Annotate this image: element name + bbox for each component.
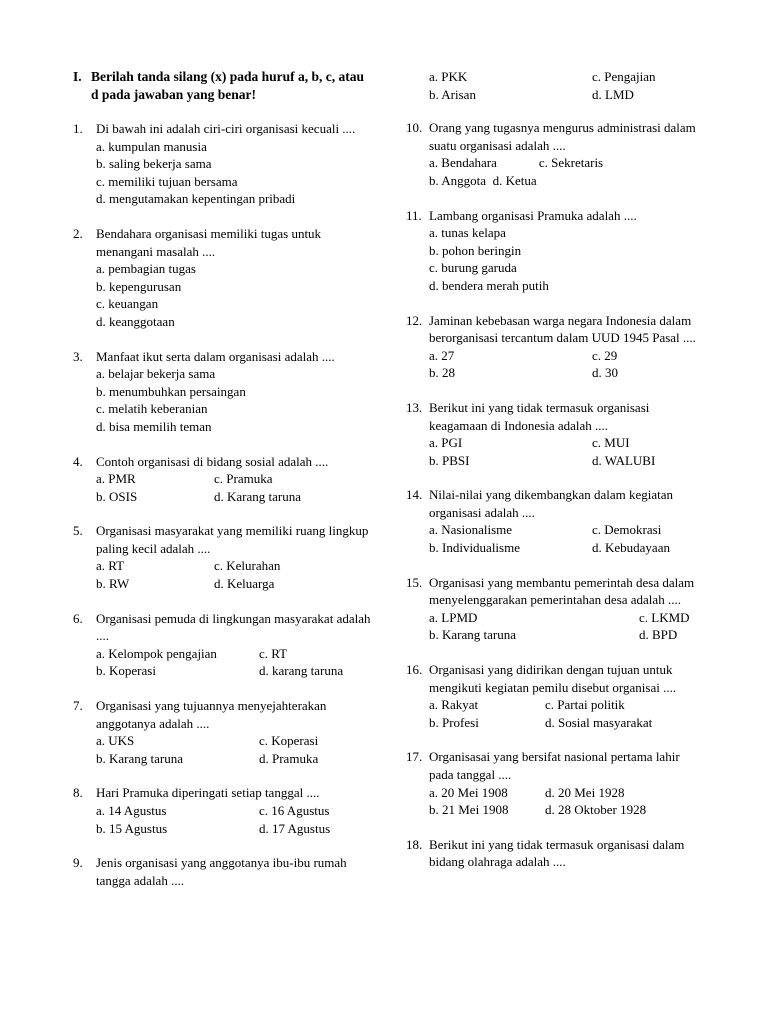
question-13: [406, 399, 706, 469]
question-18: [406, 836, 706, 871]
option-b: b. RW: [96, 576, 130, 592]
option-c: c. MUI: [592, 435, 630, 451]
question-text: Orang yang tugasnya mengurus administrasi dalam suatu organisasi adalah ....: [429, 120, 696, 153]
option-a: a. Kelompok pengajian: [96, 645, 217, 661]
question-number: 3.: [73, 348, 83, 364]
option-a: a. belajar bekerja sama: [96, 366, 216, 382]
option-a: a. PGI: [429, 435, 463, 451]
option-a: a. UKS: [96, 733, 135, 749]
option-b: b. Individualisme: [429, 540, 520, 556]
question-number: 11.: [406, 207, 422, 223]
option-a: a. Rakyat: [429, 697, 479, 713]
question-number: 6.: [73, 610, 83, 626]
option-d: d. 30: [592, 365, 618, 381]
option-d: d. Keluarga: [214, 576, 275, 592]
option-b: b. Karang taruna: [429, 627, 516, 643]
option-b: b. Anggota: [429, 172, 487, 188]
option-a: a. 14 Agustus: [96, 803, 167, 818]
left-column: [73, 68, 373, 906]
option-c: c. Koperasi: [259, 733, 319, 749]
option-a: a. pembagian tugas: [96, 261, 196, 277]
question-text: Contoh organisasi di bidang sosial adalah ....: [96, 453, 329, 469]
question-number: 12.: [406, 312, 423, 328]
option-c: c. 29: [592, 347, 618, 363]
question-text: Lambang organisasi Pramuka adalah ....: [429, 207, 637, 223]
option-a: a. Nasionalisme: [429, 522, 513, 538]
question-7: [73, 697, 373, 767]
option-a: a. tunas kelapa: [429, 225, 506, 241]
option-c: c. Pengajian: [592, 69, 656, 84]
question-number: 1.: [73, 121, 83, 136]
question-text: Jenis organisasi yang anggotanya ibu-ibu rumah tangga adalah ....: [96, 855, 347, 888]
question-number: 16.: [406, 662, 423, 678]
option-c: c. 16 Agustus: [259, 803, 330, 818]
option-b: b. PBSI: [429, 452, 470, 468]
question-text: Organisasi masyarakat yang memiliki ruang lingkup paling kecil adalah ....: [96, 523, 369, 556]
option-d: d. Karang taruna: [214, 488, 301, 504]
question-2: [73, 225, 373, 331]
question-number: 9.: [73, 855, 83, 871]
question-text: Organisasi yang didirikan dengan tujuan untuk mengikuti kegiatan pemilu disebut organisai ....: [429, 662, 677, 695]
question-14: [406, 486, 706, 556]
question-1: [73, 120, 373, 208]
option-d: d. 20 Mei 1928: [545, 784, 625, 800]
question-text: Organisasi pemuda di lingkungan masyarakat adalah ....: [96, 610, 371, 644]
option-d: d. Ketua: [492, 172, 537, 188]
option-a: a. LPMD: [429, 609, 478, 625]
option-a: a. 27: [429, 347, 455, 363]
option-c: c. Partai politik: [545, 697, 625, 713]
option-a: a. kumpulan manusia: [96, 138, 207, 154]
question-text: Organisasai yang bersifat nasional pertama lahir pada tanggal ....: [429, 749, 680, 782]
question-number: 8.: [73, 785, 83, 801]
option-c: c. melatih keberanian: [96, 401, 208, 417]
option-b: b. Karang taruna: [96, 750, 183, 766]
option-c: c. Demokrasi: [592, 522, 662, 538]
question-text: Hari Pramuka diperingati setiap tanggal ....: [96, 785, 320, 801]
option-c: c. Kelurahan: [214, 558, 281, 574]
option-b: b. menumbuhkan persaingan: [96, 383, 246, 399]
question-15: [406, 574, 706, 644]
option-d: d. mengutamakan kepentingan pribadi: [96, 191, 296, 207]
question-number: 13.: [406, 399, 423, 415]
option-d: d. 28 Oktober 1928: [545, 802, 647, 818]
question-text: Organisasi yang tujuannya menyejahterakan anggotanya adalah ....: [96, 698, 327, 731]
question-number: 5.: [73, 523, 83, 539]
option-d: d. LMD: [592, 86, 634, 102]
question-number: 18.: [406, 836, 423, 852]
option-c: c. keuangan: [96, 296, 159, 312]
option-d: d. bisa memilih teman: [96, 418, 212, 434]
option-b: b. pohon beringin: [429, 242, 522, 258]
question-number: 7.: [73, 698, 83, 714]
option-b: b. 21 Mei 1908: [429, 802, 509, 818]
question-9: [73, 854, 373, 889]
question-6: [73, 610, 373, 680]
option-d: d. keanggotaan: [96, 313, 175, 329]
question-17: [406, 748, 706, 818]
option-d: d. Sosial masyarakat: [545, 714, 653, 730]
option-c: c. memiliki tujuan bersama: [96, 173, 238, 189]
question-4: [73, 453, 373, 506]
question-text: Berikut ini yang tidak termasuk organisasi keagamaan di Indonesia adalah ....: [429, 399, 650, 433]
option-a: a. 20 Mei 1908: [429, 784, 508, 800]
option-d: d. Pramuka: [259, 750, 319, 766]
question-9-options: [429, 68, 706, 103]
question-text: Jaminan kebebasan warga negara Indonesia dalam berorganisasi tercantum dalam UUD 1945 Pasal ....: [429, 312, 696, 346]
option-b: b. 28: [429, 365, 455, 381]
option-b: b. saling bekerja sama: [96, 156, 212, 172]
option-b: b. 15 Agustus: [96, 820, 168, 836]
option-b: b. Arisan: [429, 86, 476, 102]
option-c: c. RT: [259, 645, 288, 661]
option-d: d. BPD: [639, 627, 678, 643]
option-c: c. LKMD: [639, 609, 690, 625]
option-b: b. OSIS: [96, 488, 138, 504]
question-16: [406, 661, 706, 731]
option-c: c. Pramuka: [214, 471, 273, 487]
question-number: 14.: [406, 487, 423, 503]
option-a: a. PMR: [96, 471, 136, 487]
question-3: [73, 348, 373, 436]
question-text: Manfaat ikut serta dalam organisasi adalah ....: [96, 348, 335, 364]
option-b: b. kepengurusan: [96, 278, 182, 294]
question-5: [73, 522, 373, 592]
option-a: a. PKK: [429, 69, 468, 84]
option-b: b. Koperasi: [96, 663, 156, 679]
question-number: 2.: [73, 225, 83, 241]
option-c: c. burung garuda: [429, 260, 517, 276]
option-a: a. Bendahara: [429, 155, 497, 171]
instruction: [73, 68, 373, 104]
option-a: a. RT: [96, 558, 125, 574]
option-c: c. Sekretaris: [538, 155, 604, 171]
question-text: Di bawah ini adalah ciri-ciri organisasi kecuali ....: [96, 121, 356, 136]
option-d: d. Kebudayaan: [592, 540, 670, 556]
question-text: Bendahara organisasi memiliki tugas untuk menangani masalah ....: [96, 225, 322, 259]
question-number: 4.: [73, 453, 83, 469]
instruction-text: Berilah tanda silang (x) pada huruf a, b, c, atau d pada jawaban yang benar!: [91, 69, 365, 102]
question-text: Organisasi yang membantu pemerintah desa dalam menyelenggarakan pemerintahan desa adalah ....: [429, 574, 695, 608]
question-8: [73, 784, 373, 837]
section-label: I.: [73, 69, 82, 84]
option-b: b. Profesi: [429, 714, 479, 730]
question-text: Nilai-nilai yang dikembangkan dalam kegiatan organisasi adalah ....: [429, 487, 674, 520]
question-text: Berikut ini yang tidak termasuk organisasi dalam bidang olahraga adalah ....: [429, 836, 685, 870]
question-11: [406, 207, 706, 295]
option-d: d. bendera merah putih: [429, 277, 549, 293]
question-number: 15.: [406, 574, 423, 590]
right-column: [406, 68, 706, 888]
question-10: [406, 119, 706, 189]
option-d: d. WALUBI: [592, 452, 656, 468]
option-d: d. 17 Agustus: [259, 820, 331, 836]
option-d: d. karang taruna: [259, 663, 344, 679]
question-12: [406, 312, 706, 382]
question-number: 17.: [406, 749, 423, 765]
question-number: 10.: [406, 120, 423, 136]
